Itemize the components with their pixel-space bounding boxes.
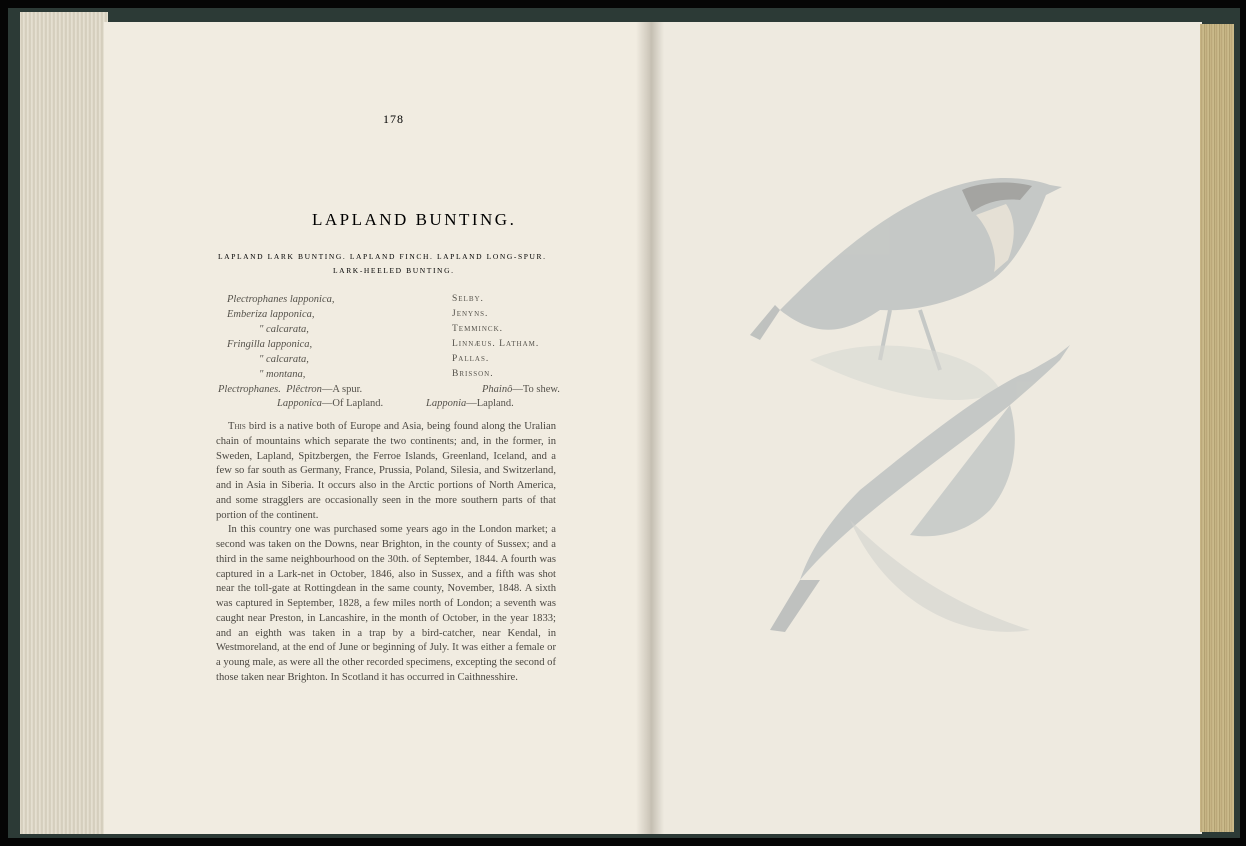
synonym-author: Linnæus. Latham. [452, 339, 540, 349]
etymology-definition: —To shew. [512, 384, 560, 395]
etymology-word: Lapponia [426, 398, 467, 409]
synonym-author: Selby. [452, 294, 484, 304]
alt-names-line-1: LAPLAND LARK BUNTING. LAPLAND FINCH. LAPLAND LONG-SPUR. [218, 252, 547, 261]
synonym-author: Brisson. [452, 369, 494, 379]
bird-illustration [740, 160, 1100, 660]
etymology-word: Lapponica [277, 398, 322, 409]
etymology-definition: —Lapland. [466, 398, 514, 409]
synonym-authors [452, 292, 539, 382]
book-gutter [636, 22, 664, 834]
paragraph-text: bird is a native both of Europe and Asia, being found along the Uralian chain of mountains which separate the two continents; and, in the former, in Sweden, Lapland, Spitzbergen, the Ferroe Islands, Greenland, Iceland, and a few so far south as Germany, France, Prussia, Poland, Silesia, and Switzerland, and in Asia in Siberia. It occurs also in the Arctic portions of North America, and some stragglers are occasionally seen in the more southern parts of that portion of the continent. [216, 421, 557, 521]
alt-names-line-2: LARK-HEELED BUNTING. [333, 266, 455, 275]
synonym-list [227, 292, 335, 382]
synonym-author: Temminck. [452, 324, 504, 334]
synonym-name: Plectrophanes lapponica, [227, 294, 335, 305]
synonym-name: Fringilla lapponica, [227, 339, 313, 350]
paragraph: In this country one was purchased some years ago in the London market; a second was taken on the Downs, near Brighton, in the county of Sussex; and a third in the same neighbourhood on the 30th. of September, 1844. A fourth was captured in a Lark-net in October, 1846, also in Sussex, and a fifth was shot near the toll-gate at Rottingdean in the same county, November, 1848. A sixth was captured in September, 1828, a few miles north of London; a seventh was caught near Preston, in Lancashire, in the month of October, in the year 1833; and an eighth was taken in a trap by a bird-catcher, near Kendal, in Westmoreland, at the end of June or beginning of July. It was either a female or a young male, as were all the other recorded specimens, excepting the second of those taken near Brighton. In Scotland it has occurred in Caithnesshire. [216, 524, 556, 683]
etymology-word: Phainô [482, 384, 513, 395]
page-title: LAPLAND BUNTING. [312, 210, 517, 229]
etymology-line-3 [277, 398, 383, 409]
etymology-word: Plêctron [286, 384, 322, 395]
etymology-line-2 [482, 384, 560, 395]
page-number: 178 [383, 112, 404, 126]
etymology-definition: —A spur. [321, 384, 363, 395]
synonym-name: " calcarata, [259, 324, 309, 335]
body-text [216, 420, 556, 686]
synonym-author: Pallas. [452, 354, 490, 364]
synonym-author: Jenyns. [452, 309, 489, 319]
etymology-line-4 [426, 398, 514, 409]
page-stack-right [1200, 24, 1234, 832]
synonym-name: Emberiza lapponica, [227, 309, 315, 320]
etymology-definition: —Of Lapland. [321, 398, 384, 409]
etymology-term: Plectrophanes. [218, 384, 281, 395]
paragraph [216, 420, 556, 523]
etymology-line-1 [218, 384, 362, 395]
page-stack-left [20, 12, 108, 834]
synonym-name: " montana, [259, 369, 306, 380]
synonym-name: " calcarata, [259, 354, 309, 365]
paragraph-lead: This [228, 421, 246, 432]
